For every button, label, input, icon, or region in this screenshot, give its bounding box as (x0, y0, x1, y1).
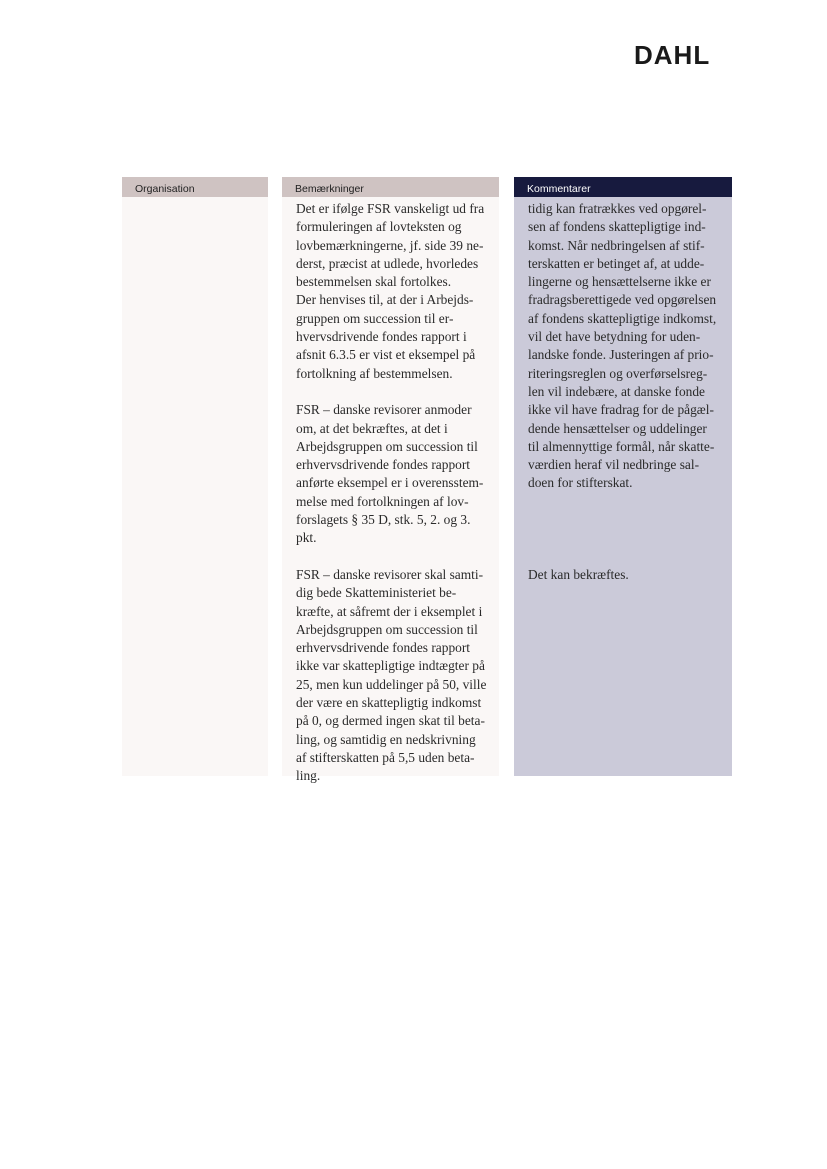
text-line: ikke var skattepligtige indtægter på (296, 658, 485, 674)
text-line: dig bede Skatteministeriet be- (296, 585, 457, 601)
text-line: len vil indebære, at danske fonde (528, 383, 706, 399)
text-line: om, at det bekræftes, at det i (296, 420, 448, 436)
text-line: gruppen om succession til er- (296, 310, 454, 326)
text-line: lovbemærkningerne, jf. side 39 ne- (296, 237, 484, 253)
text-line: fortolkning af bestemmelsen. (296, 365, 453, 381)
remark-paragraph (296, 566, 499, 786)
text-line: erhvervsdrivende fondes rapport (296, 640, 471, 656)
text-line: vil det have betydning for uden- (528, 329, 701, 345)
text-line: 25, men kun uddelinger på 50, ville (296, 676, 487, 692)
text-line: forslagets § 35 D, stk. 5, 2. og 3. (296, 512, 471, 528)
kommentarer-header: Kommentarer (514, 177, 732, 197)
text-line: lingerne og hensættelserne ikke er (528, 274, 711, 290)
organisation-header: Organisation (122, 177, 268, 197)
text-line: melse med fortolkningen af lov- (296, 493, 469, 509)
text-line: ling, og samtidig en nedskrivning (296, 731, 476, 747)
remark-paragraph (296, 200, 499, 291)
text-line: Arbejdsgruppen om succession til (296, 438, 478, 454)
text-line: FSR – danske revisorer anmoder (296, 402, 472, 418)
kommentarer-body (514, 197, 732, 584)
organisation-column (122, 177, 268, 776)
bemaerkninger-body (282, 197, 499, 786)
text-line: af fondens skattepligtige indkomst, (528, 310, 717, 326)
text-line: tidig kan fratrækkes ved opgørel- (528, 201, 707, 216)
text-line: doen for stifterskat. (528, 475, 633, 491)
kommentarer-column (514, 177, 732, 776)
remark-paragraph (296, 401, 499, 547)
text-line: landske fonde. Justeringen af prio- (528, 347, 714, 363)
text-line: hvervsdrivende fondes rapport i (296, 329, 467, 345)
text-line: bestemmelsen skal fortolkes. (296, 274, 452, 290)
text-line: sen af fondens skattepligtige ind- (528, 219, 706, 235)
text-line: komst. Når nedbringelsen af stif- (528, 237, 705, 253)
text-line: FSR – danske revisorer skal samti- (296, 566, 484, 582)
text-line: Det kan bekræftes. (528, 566, 629, 582)
comment-paragraph (528, 566, 732, 584)
text-line: der være en skattepligtig indkomst (296, 695, 482, 711)
text-line: kræfte, at såfremt der i eksemplet i (296, 603, 483, 619)
bemaerkninger-column (282, 177, 499, 784)
text-line: Der henvises til, at der i Arbejds- (296, 292, 474, 308)
text-line: riteringsreglen og overførselsreg- (528, 365, 708, 381)
text-line: af stifterskatten på 5,5 uden beta- (296, 749, 475, 765)
text-line: på 0, og dermed ingen skat til beta- (296, 713, 485, 729)
text-line: fradragsberettigede ved opgørelsen (528, 292, 717, 308)
text-line: formuleringen af lovteksten og (296, 219, 462, 235)
text-line: pkt. (296, 530, 317, 546)
text-line: Det er ifølge FSR vanskeligt ud fra (296, 201, 485, 216)
text-line: dende hensættelser og uddelinger (528, 420, 707, 436)
text-line: værdien heraf vil nedbringe sal- (528, 457, 700, 473)
comment-paragraph (528, 200, 732, 493)
text-line: ling. (296, 768, 321, 784)
text-line: anførte eksempel er i overensstem- (296, 475, 484, 491)
text-line: ikke vil have fradrag for de pågæl- (528, 402, 714, 418)
bemaerkninger-header: Bemærkninger (282, 177, 499, 197)
text-line: terskatten er betinget af, at udde- (528, 255, 705, 271)
dahl-logo: DAHL (634, 40, 711, 70)
text-line: til almennyttige formål, når skatte- (528, 438, 715, 454)
text-line: derst, præcist at udlede, hvorledes (296, 255, 479, 271)
text-line: Arbejdsgruppen om succession til (296, 621, 478, 637)
text-line: afsnit 6.3.5 er vist et eksempel på (296, 347, 476, 363)
remark-paragraph (296, 291, 499, 382)
text-line: erhvervsdrivende fondes rapport (296, 457, 471, 473)
